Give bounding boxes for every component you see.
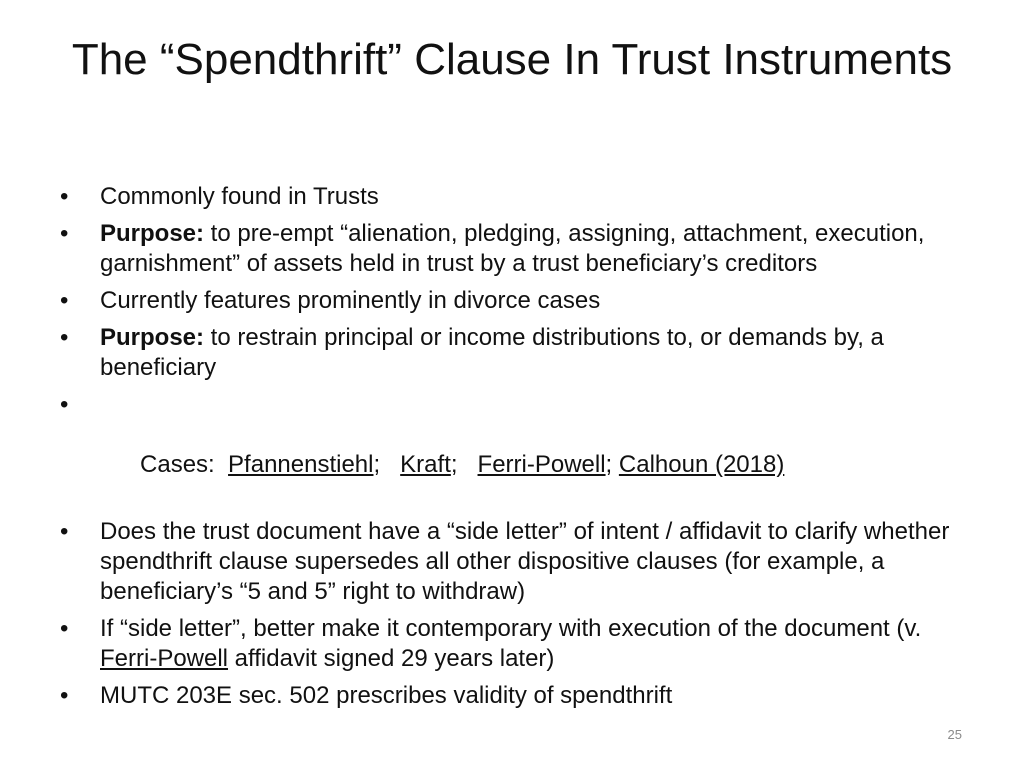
list-item (60, 517, 980, 607)
bullet-text: affidavit signed 29 years later) (228, 645, 555, 672)
case-separator: ; (450, 451, 478, 478)
list-item (60, 390, 980, 510)
case-link-pfannenstiehl[interactable]: Pfannenstiehl (228, 451, 374, 478)
cases-prefix: Cases: (140, 451, 229, 478)
bullet-icon: • (60, 682, 69, 709)
bullet-icon: • (60, 287, 69, 314)
case-link-ferri-powell-inline[interactable]: Ferri-Powell (100, 645, 229, 672)
bullet-list (60, 182, 980, 718)
case-link-calhoun[interactable]: Calhoun (2018) (618, 451, 785, 478)
bullet-icon: • (60, 391, 69, 418)
bullet-text: Commonly found in Trusts (100, 183, 379, 210)
bullet-text: Currently features prominently in divorce cases (100, 287, 601, 314)
bullet-icon: • (60, 518, 69, 545)
bullet-text: MUTC 203E sec. 502 prescribes validity of spendthrift (100, 682, 673, 709)
case-separator: ; (373, 451, 401, 478)
purpose-label: Purpose: (100, 220, 205, 247)
bullet-text: to pre-empt “alienation, pledging, assigning, attachment, execution, garnishment” of assets held in trust by a trust beneficiary’s creditors (100, 220, 925, 277)
list-item (60, 182, 980, 212)
list-item (60, 219, 980, 279)
list-item (60, 681, 980, 711)
purpose-label: Purpose: (100, 324, 205, 351)
case-link-kraft[interactable]: Kraft (400, 451, 451, 478)
bullet-icon: • (60, 183, 69, 210)
bullet-text: If “side letter”, better make it contemporary with execution of the document (v. (100, 615, 922, 642)
case-separator: ; (605, 451, 619, 478)
bullet-text: Does the trust document have a “side letter” of intent / affidavit to clarify whether spendthrift clause supersedes all other dispositive clauses (for example, a beneficiary’s “5 and 5” right to withdraw) (100, 518, 950, 605)
list-item (60, 323, 980, 383)
case-link-ferri-powell[interactable]: Ferri-Powell (477, 451, 606, 478)
slide-title: The “Spendthrift” Clause In Trust Instruments (71, 35, 953, 84)
bullet-icon: • (60, 220, 69, 247)
bullet-text: to restrain principal or income distributions to, or demands by, a beneficiary (100, 324, 884, 381)
list-item (60, 286, 980, 316)
page-number: 25 (947, 727, 962, 742)
bullet-icon: • (60, 324, 69, 351)
list-item (60, 614, 980, 674)
bullet-icon: • (60, 615, 69, 642)
